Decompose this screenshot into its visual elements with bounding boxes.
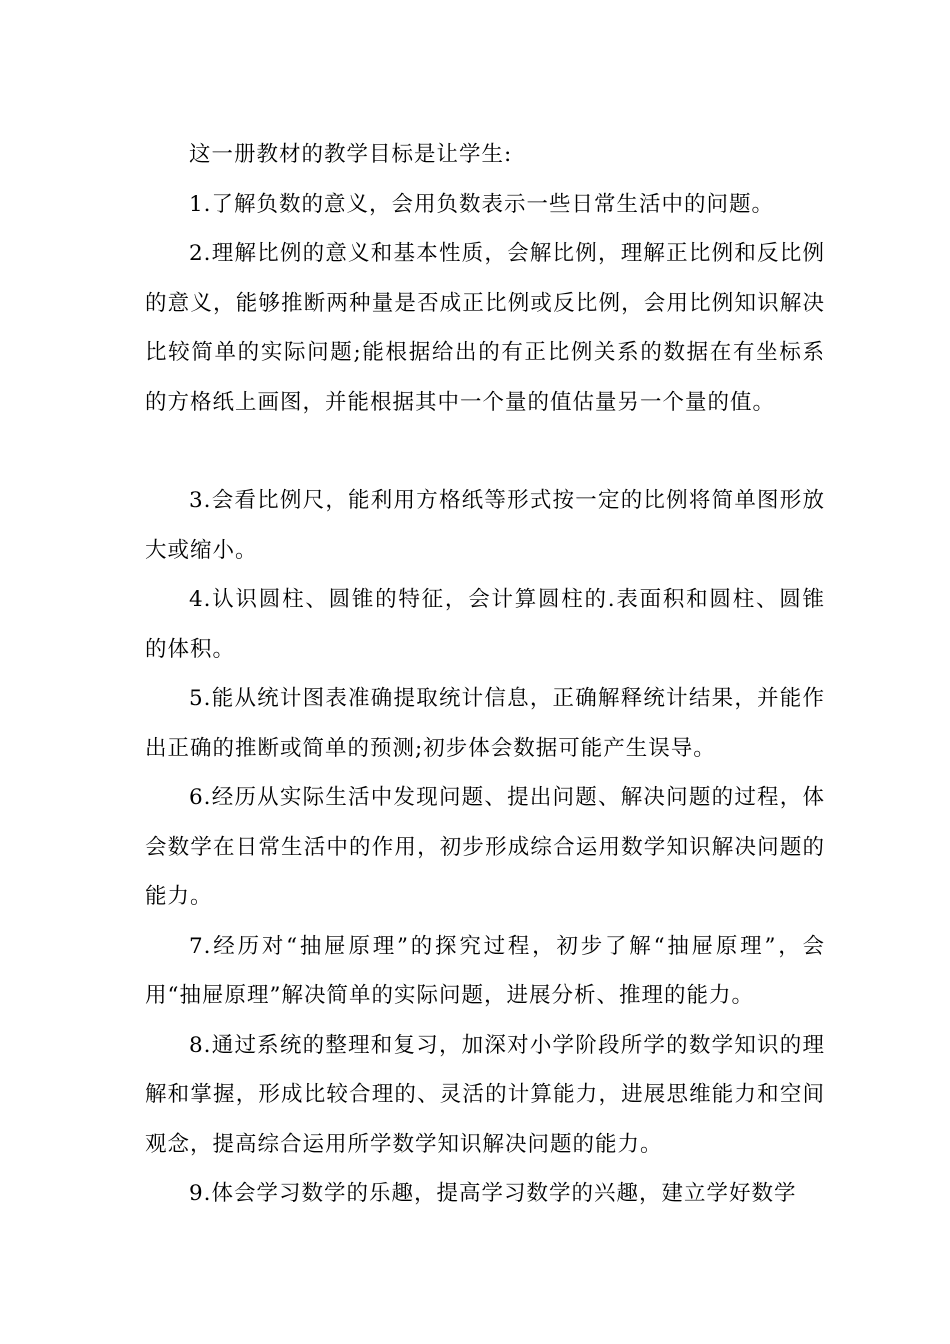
objective-item-3: 3.会看比例尺，能利用方格纸等形式按一定的比例将简单图形放大或缩小。 [145,488,825,563]
objective-item-2: 2.理解比例的意义和基本性质，会解比例，理解正比例和反比例的意义，能够推断两种量是否成正比例或反比例，会用比例知识解决比较简单的实际问题;能根据给出的有正比例关系的数据在有坐标系的方格纸上画图，并能根据其中一个量的值估量另一个量的值。 [145,241,825,415]
objective-item-9: 9.体会学习数学的乐趣，提高学习数学的兴趣，建立学好数学 [189,1181,797,1206]
objective-item-5: 5.能从统计图表准确提取统计信息，正确解释统计结果，并能作出正确的推断或简单的预测;初步体会数据可能产生误导。 [145,686,825,761]
objective-item-4: 4.认识圆柱、圆锥的特征，会计算圆柱的.表面积和圆柱、圆锥的体积。 [145,587,825,662]
document-body [145,130,825,1219]
objective-item-8: 8.通过系统的整理和复习，加深对小学阶段所学的数学知识的理解和掌握，形成比较合理的、灵活的计算能力，进展思维能力和空间观念，提高综合运用所学数学知识解决问题的能力。 [145,1032,825,1157]
objective-item-1: 1.了解负数的意义，会用负数表示一些日常生活中的问题。 [189,191,775,217]
intro-paragraph: 这一册教材的教学目标是让学生: [189,142,513,167]
objective-item-6: 6.经历从实际生活中发现问题、提出问题、解决问题的过程，体会数学在日常生活中的作用，初步形成综合运用数学知识解决问题的能力。 [145,785,825,909]
objective-item-7: 7.经历对“抽屉原理”的探究过程，初步了解“抽屉原理”，会用“抽屉原理”解决简单的实际问题，进展分析、推理的能力。 [145,933,825,1008]
